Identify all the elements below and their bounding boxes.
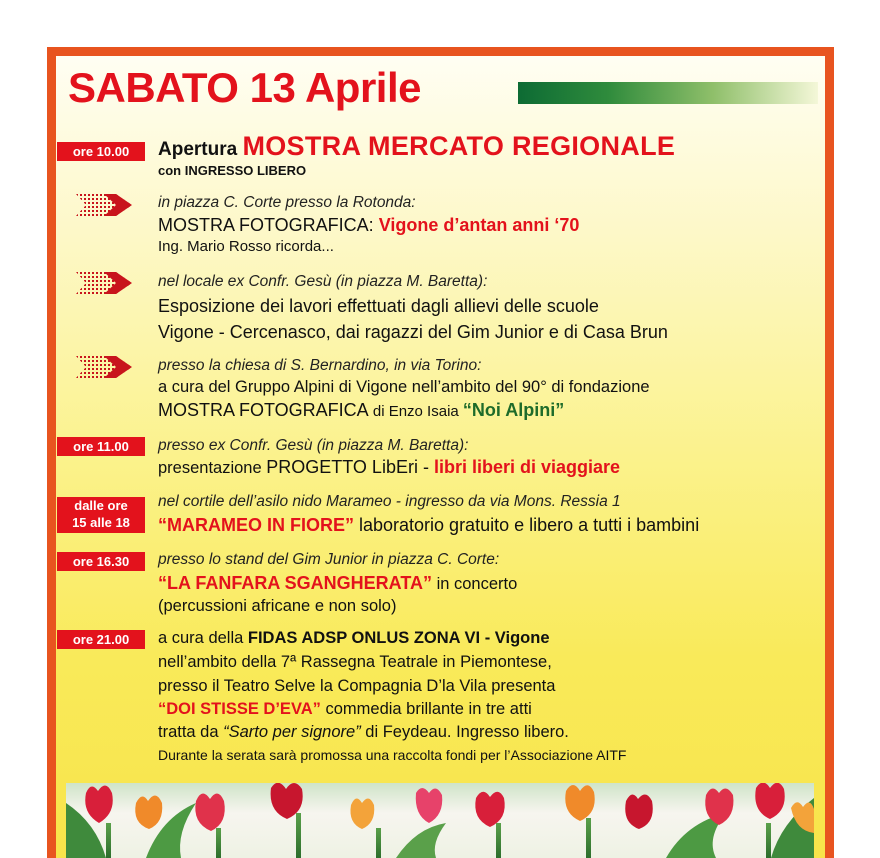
event-line: tratta da “Sarto per signore” di Feydeau. Ingresso libero.	[158, 723, 569, 741]
arrow-icon	[76, 272, 132, 294]
event-line: a cura della FIDAS ADSP ONLUS ZONA VI - Vigone	[158, 629, 550, 647]
event-line: nel cortile dell’asilo nido Marameo - ingresso da via Mons. Ressia 1	[158, 493, 621, 510]
event-line: Esposizione dei lavori effettuati dagli allievi delle scuole	[158, 296, 599, 316]
event-line: presentazione PROGETTO LibEri - libri liberi di viaggiare	[158, 457, 621, 477]
time-badge: ore 10.00	[57, 142, 145, 161]
event-line: presso la chiesa di S. Bernardino, in via Torino:	[158, 357, 482, 374]
event-line: MOSTRA FOTOGRAFICA: Vigone d’antan anni ‘70	[158, 215, 580, 235]
event-line: “DOI STISSE D’EVA” commedia brillante in tre atti	[158, 700, 532, 718]
tulips-photo	[66, 783, 814, 858]
time-badge: dalle ore 15 alle 18	[57, 497, 145, 533]
event-line: a cura del Gruppo Alpini di Vigone nell’ambito del 90° di fondazione	[158, 378, 650, 396]
event-line: presso il Teatro Selve la Compagnia D’la Vila presenta	[158, 677, 556, 695]
tulips-illustration	[66, 783, 814, 858]
arrow-icon	[76, 194, 132, 216]
page-title: SABATO 13 Aprile	[68, 64, 421, 111]
event-line: Durante la serata sarà promossa una raccolta fondi per l’Associazione AITF	[158, 747, 627, 763]
event-line: Ing. Mario Rosso ricorda...	[158, 238, 334, 255]
event-line: “LA FANFARA SGANGHERATA” in concerto	[158, 573, 518, 593]
time-badge: ore 16.30	[57, 552, 145, 571]
title-gradient-bar	[518, 82, 818, 104]
event-line: in piazza C. Corte presso la Rotonda:	[158, 194, 416, 211]
event-line: nell’ambito della 7ª Rassegna Teatrale in Piemontese,	[158, 653, 552, 671]
event-line: (percussioni africane e non solo)	[158, 597, 397, 615]
event-line: MOSTRA FOTOGRAFICA di Enzo Isaia “Noi Alpini”	[158, 400, 565, 420]
event-line: presso lo stand del Gim Junior in piazza C. Corte:	[158, 551, 500, 568]
event-line: Apertura MOSTRA MERCATO REGIONALE	[158, 131, 676, 161]
event-line: nel locale ex Confr. Gesù (in piazza M. Baretta):	[158, 273, 488, 290]
time-badge: ore 11.00	[57, 437, 145, 456]
event-line: Vigone - Cercenasco, dai ragazzi del Gim Junior e di Casa Brun	[158, 322, 668, 342]
time-badge: ore 21.00	[57, 630, 145, 649]
event-line: con INGRESSO LIBERO	[158, 163, 307, 178]
arrow-icon	[76, 356, 132, 378]
event-line: “MARAMEO IN FIORE” laboratorio gratuito e libero a tutti i bambini	[158, 515, 700, 535]
event-line: presso ex Confr. Gesù (in piazza M. Baretta):	[158, 437, 469, 454]
